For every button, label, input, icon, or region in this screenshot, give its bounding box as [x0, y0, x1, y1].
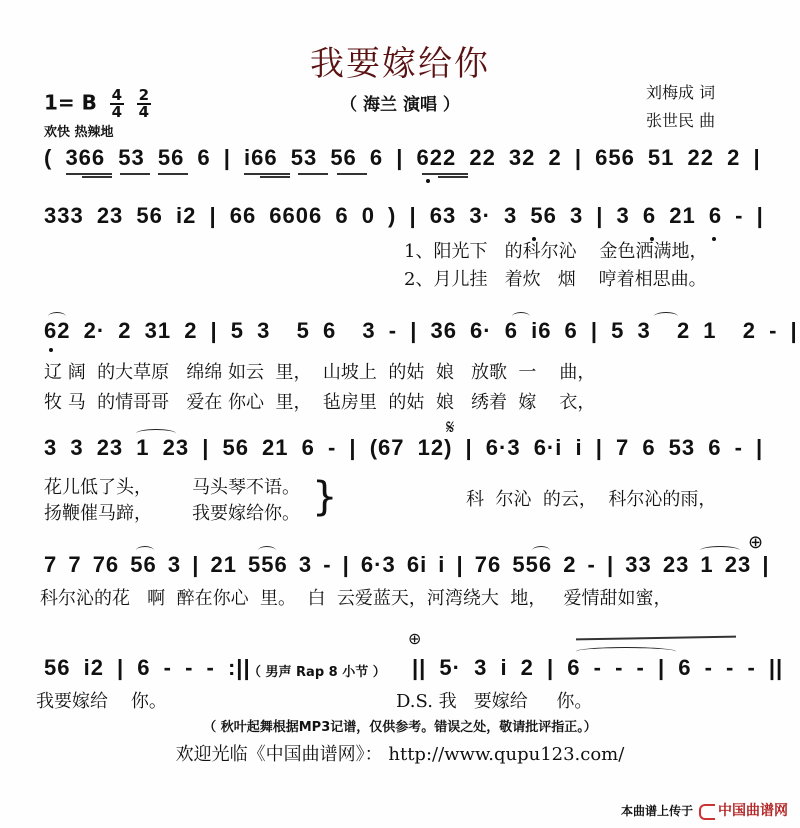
singer: （ 海兰 演唱 ） — [340, 95, 460, 115]
lyric-verse-1: 辽 阔 的大草原 绵绵 如云 里， 山坡上 的姑 娘 放歌 一 曲， — [44, 362, 596, 383]
composer: 张世民 曲 — [646, 111, 716, 130]
brand-logo-icon — [699, 804, 715, 820]
coda-icon: ⊕ — [748, 532, 764, 553]
tie — [576, 647, 676, 656]
notes: 62 2· 2 31 2 | 5 3 5 6 3 - | 36 6· 6 i6 6 | 5 3 2 1 2 - | — [44, 318, 798, 343]
site-welcome[interactable]: 欢迎光临《中国曲谱网》： http://www.qupu123.com/ — [175, 744, 625, 765]
lyric-verse-2: 扬鞭催马蹄， 我要嫁给你。 — [44, 503, 301, 524]
time-signature-1: $\frac{4}{4}$ — [111, 86, 123, 121]
lyric-verse-1: 花儿低了头， 马头琴不语。 — [44, 477, 301, 498]
key-label: 1= B — [44, 90, 97, 115]
decrescendo-mark — [576, 636, 736, 647]
lyricist: 刘梅成 词 — [646, 83, 716, 102]
lyric-verse: 科尔沁的花 啊 醉在你心 里。 白 云爱蓝天，河湾绕大 地， 爱情甜如蜜， — [40, 588, 672, 609]
lyric-verse-1: 1、阳光下 的科尔沁 金色洒满地， — [404, 241, 708, 262]
notes: 3 3 23 1 23 | 56 21 6 - | (67 12) | 6·3 6·i i | 7 6 53 6 - | — [44, 435, 764, 460]
upload-badge — [621, 800, 788, 820]
notes: 333 23 56 i2 | 66 6606 6 0 ) | 63 3· 3 56 3 | 3 6 21 6 - | — [44, 203, 764, 228]
lyric-chorus: 科 尔沁 的云， 科尔沁的雨， — [466, 489, 717, 510]
tempo-marking: 欢快 热辣地 — [44, 125, 114, 140]
lyric-verse-2: 2、月儿挂 着炊 烟 哼着相思曲。 — [404, 269, 707, 290]
coda-icon: ⊕ — [408, 629, 422, 648]
key-signature — [44, 88, 151, 120]
notes: ( 366 53 56 6 | i66 53 56 6 | 622 22 32 2 | 656 51 22 2 | — [44, 145, 761, 170]
song-title: 我要嫁给你 — [310, 44, 490, 84]
rap-note: （ 男声 Rap 8 小节 ） — [248, 665, 386, 680]
time-signature-2: $\frac{2}{4}$ — [138, 86, 150, 121]
notes: 56 i2 | 6 - - - :|| — [44, 655, 251, 680]
coda-notes: || 5· 3 i 2 | 6 - - - | 6 - - - || — [412, 655, 784, 680]
lyric-verse-2: 牧 马 的情哥哥 爱在 你心 里， 毡房里 的姑 娘 绣着 嫁 衣， — [44, 392, 596, 413]
lyric-ds: D.S. 我 要嫁给 你。 — [396, 691, 593, 712]
lyric-verse: 我要嫁给 你。 — [36, 691, 167, 712]
notes: 7 7 76 56 3 | 21 556 3 - | 6·3 6i i | 76 556 2 - | 33 23 1 23 | — [44, 552, 770, 577]
upload-text: 本曲谱上传于 — [620, 804, 693, 818]
brace: } — [312, 474, 338, 520]
brand-name: 中国曲谱网 — [718, 803, 788, 819]
transcription-note: （ 秋叶起舞根据MP3记谱，仅供参考。错误之处，敬请批评指正。） — [203, 720, 597, 735]
segno-icon: 𝄋 — [446, 415, 455, 439]
